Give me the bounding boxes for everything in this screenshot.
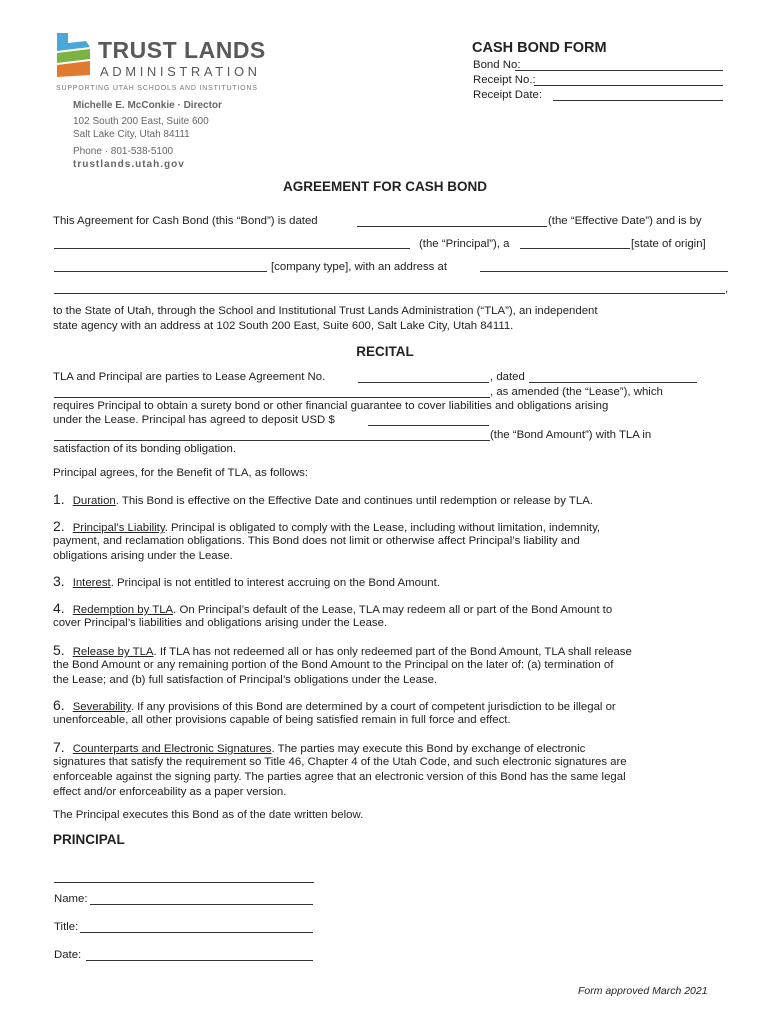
principal-name-field[interactable]: [54, 248, 410, 249]
principal-title: PRINCIPAL: [53, 832, 125, 847]
clause-text: cover Principal’s liabilities and obligations arising under the Lease.: [53, 617, 388, 629]
clause-2-line-3: [53, 549, 233, 564]
principal-agrees: Principal agrees, for the Benefit of TLA, as follows:: [53, 467, 308, 479]
clause-3-line-1: [53, 574, 440, 591]
signature-field[interactable]: [54, 882, 314, 883]
address-line-1: 102 South 200 East, Suite 600: [73, 116, 209, 127]
clause-7-line-4: [53, 785, 286, 800]
receipt-no-field[interactable]: [534, 85, 723, 86]
clause-text: obligations arising under the Lease.: [53, 550, 233, 562]
address-field-1[interactable]: [480, 271, 728, 272]
clause-text: the Lease; and (b) full satisfaction of Principal’s obligations under the Lease.: [53, 674, 438, 686]
name-label: Name:: [54, 893, 88, 905]
recital-line-1b: , dated: [490, 371, 525, 383]
clause-7-line-3: [53, 770, 626, 785]
clause-4-line-2: [53, 616, 387, 631]
recital-line-6: satisfaction of its bonding obligation.: [53, 443, 237, 455]
form-title: CASH BOND FORM: [472, 40, 607, 56]
clause-text: . If any provisions of this Bond are determined by a court of competent jurisdiction to be illegal or: [130, 701, 616, 713]
title-field[interactable]: [80, 932, 313, 933]
agreement-line-2b: [state of origin]: [631, 238, 706, 250]
logo-tagline: SUPPORTING UTAH SCHOOLS AND INSTITUTIONS: [56, 85, 258, 92]
recital-title: RECITAL: [356, 344, 414, 359]
address-field-2[interactable]: [54, 293, 725, 294]
clause-heading: Counterparts and Electronic Signatures: [72, 743, 272, 755]
clause-text: payment, and reclamation obligations. This Bond does not limit or otherwise affect Principal’s liability and: [53, 535, 580, 547]
clause-text: unenforceable, all other provisions capable of being satisfied remain in full force and effect.: [53, 714, 511, 726]
phone: Phone · 801-538-5100: [73, 146, 174, 157]
receipt-date-field[interactable]: [553, 100, 723, 101]
clause-1-line-1: [53, 492, 593, 509]
logo-title: TRUST LANDS: [98, 37, 266, 63]
clause-7-line-2: [53, 755, 627, 770]
agreement-line-1a: This Agreement for Cash Bond (this “Bond”) is dated: [53, 215, 318, 227]
lease-no-field[interactable]: [358, 382, 489, 383]
recital-line-1a: TLA and Principal are parties to Lease Agreement No.: [53, 371, 326, 383]
logo-mark-icon: [54, 31, 94, 79]
footer-note: Form approved March 2021: [578, 985, 708, 997]
agreement-para-1: to the State of Utah, through the School and Institutional Trust Lands Administration (“TLA”), an independent: [53, 305, 598, 317]
clause-heading: Severability: [72, 701, 131, 713]
clause-number: 5.: [53, 642, 65, 658]
clause-number: 7.: [53, 739, 65, 755]
title-label: Title:: [54, 921, 79, 933]
agreement-line-2a: (the “Principal”), a: [419, 238, 510, 250]
deposit-amount-field-1[interactable]: [368, 425, 489, 426]
clause-heading: Release by TLA: [72, 646, 154, 658]
clause-text: effect and/or enforceability as a paper version.: [53, 786, 287, 798]
clause-5-line-3: [53, 673, 437, 688]
website-link[interactable]: trustlands.utah.gov: [73, 159, 185, 170]
receipt-date-label: Receipt Date:: [473, 89, 543, 101]
company-type-field[interactable]: [54, 271, 267, 272]
date-label: Date:: [54, 949, 82, 961]
bond-no-label: Bond No:: [473, 59, 521, 71]
recital-line-4: under the Lease. Principal has agreed to deposit USD $: [53, 414, 335, 426]
name-field[interactable]: [90, 904, 313, 905]
clause-text: . On Principal’s default of the Lease, TLA may redeem all or part of the Bond Amount to: [173, 604, 613, 616]
clause-number: 3.: [53, 573, 65, 589]
executes-statement: The Principal executes this Bond as of the date written below.: [53, 809, 364, 821]
agreement-line-1b: (the “Effective Date”) and is by: [548, 215, 702, 227]
agreement-line-3a: [company type], with an address at: [271, 261, 448, 273]
recital-line-2b: , as amended (the “Lease”), which: [490, 386, 663, 398]
clause-heading: Duration: [72, 495, 116, 507]
director-name: Michelle E. McConkie · Director: [73, 100, 222, 111]
clause-text: . Principal is obligated to comply with the Lease, including without limitation, indemnity,: [164, 522, 601, 534]
recital-line-5: (the “Bond Amount”) with TLA in: [490, 429, 652, 441]
address-line-2: Salt Lake City, Utah 84111: [73, 129, 190, 140]
clause-6-line-2: [53, 713, 511, 728]
clause-number: 6.: [53, 697, 65, 713]
lease-date-field-1[interactable]: [529, 382, 697, 383]
clause-5-line-2: [53, 658, 613, 673]
clause-text: . If TLA has not redeemed all or has only redeemed part of the Bond Amount, TLA shall release: [153, 646, 632, 658]
effective-date-field[interactable]: [357, 226, 547, 227]
clause-heading: Interest: [72, 577, 111, 589]
clause-text: . The parties may execute this Bond by exchange of electronic: [271, 743, 586, 755]
clause-2-line-2: [53, 534, 580, 549]
logo-subtitle: ADMINISTRATION: [100, 64, 261, 79]
clause-number: 2.: [53, 518, 65, 534]
clause-number: 4.: [53, 600, 65, 616]
clause-heading: Principal’s Liability: [72, 522, 165, 534]
recital-line-3: requires Principal to obtain a surety bond or other financial guarantee to cover liabilities and obligations arising: [53, 400, 609, 412]
agreement-title: AGREEMENT FOR CASH BOND: [282, 179, 487, 194]
clause-text: . Principal is not entitled to interest accruing on the Bond Amount.: [110, 577, 440, 589]
trust-lands-logo: [54, 31, 284, 97]
clause-text: . This Bond is effective on the Effective Date and continues until redemption or release by TLA.: [115, 495, 593, 507]
clause-text: signatures that satisfy the requirement so Title 46, Chapter 4 of the Utah Code, and such electronic signatures are: [53, 756, 627, 768]
deposit-amount-field-2[interactable]: [54, 440, 490, 441]
clause-heading: Redemption by TLA: [72, 604, 174, 616]
agreement-para-2: state agency with an address at 102 South 200 East, Suite 600, Salt Lake City, Utah 84111.: [53, 320, 514, 332]
receipt-no-label: Receipt No.:: [473, 74, 536, 86]
clause-text: the Bond Amount or any remaining portion of the Bond Amount to the Principal on the later of: (a) termination of: [53, 659, 614, 671]
bond-no-field[interactable]: [515, 70, 723, 71]
date-field[interactable]: [86, 960, 313, 961]
state-of-origin-field[interactable]: [520, 248, 630, 249]
clause-text: enforceable against the signing party. The parties agree that an electronic version of this Bond has the same legal: [53, 771, 626, 783]
address-comma: ,: [725, 283, 729, 295]
clause-number: 1.: [53, 491, 65, 507]
lease-date-field-2[interactable]: [54, 397, 490, 398]
